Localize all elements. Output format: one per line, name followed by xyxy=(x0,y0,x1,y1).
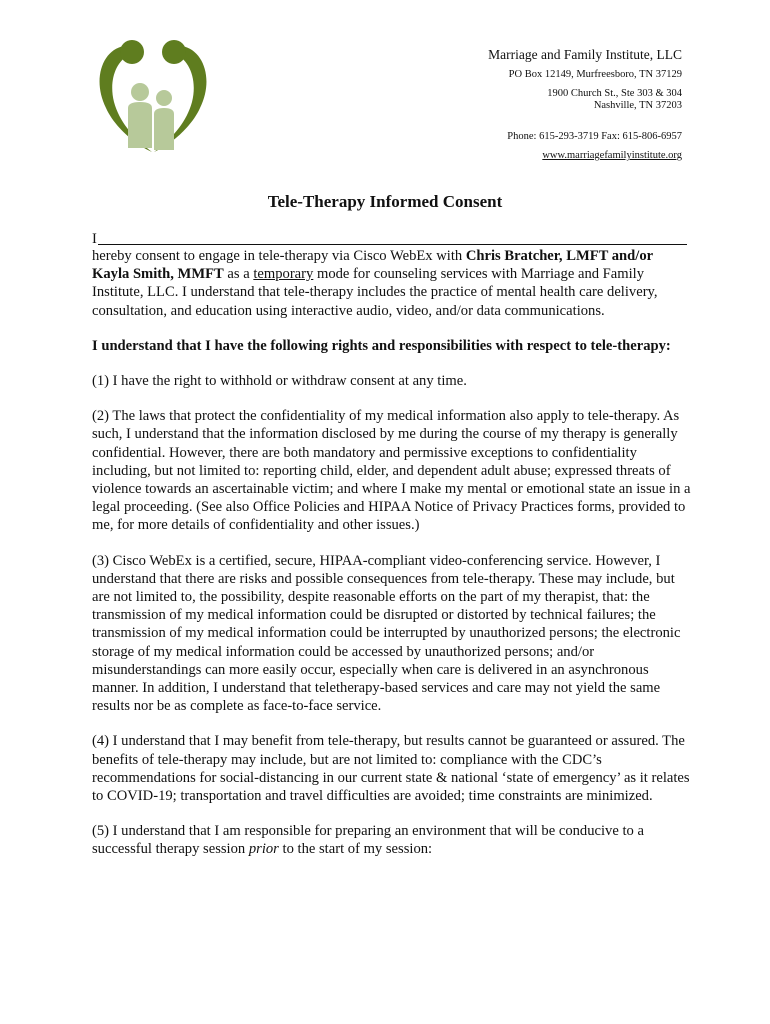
phone-fax: Phone: 615-293-3719 Fax: 615-806-6957 xyxy=(507,131,682,143)
prior-emphasis: prior xyxy=(248,841,279,858)
intro-paragraph: hereby consent to engage in tele-therapy via Cisco WebEx with Chris Bratcher, LMFT and/or Kayla Smith, MMFT as a temporary mode for counseling services with Marriage and Family Institute, LLC. I understand that tele-therapy includes the practice of mental health care delivery, consultation, and education using interactive audio, video, and/or data communications. xyxy=(92,248,658,319)
rights-heading: I understand that I have the following rights and responsibilities with respect to tele-therapy: xyxy=(92,337,671,354)
document-title: Tele-Therapy Informed Consent xyxy=(267,192,503,211)
item-1: (1) I have the right to withhold or withdraw consent at any time. xyxy=(92,373,467,390)
name-prefix: I xyxy=(92,231,97,247)
name-blank-line[interactable] xyxy=(98,230,687,245)
item-4: (4) I understand that I may benefit from tele-therapy, but results cannot be guaranteed or assured. The benefits of tele-therapy may include, but are not limited to: compliance with the CDC’s recommendations for social-distancing in our current state & national ‘state of emergency’ as it relates to COVID-19; transportation and travel difficulties are avoided; time constraints are minimized. xyxy=(92,733,690,805)
website-link[interactable]: www.marriagefamilyinstitute.org xyxy=(542,150,682,162)
street-address: 1900 Church St., Ste 303 & 304 xyxy=(547,88,682,100)
family-logo-icon xyxy=(94,36,212,158)
item-5: (5) I understand that I am responsible for preparing an environment that will be conducive to a successful therapy session prior to the start of my session: xyxy=(92,823,644,858)
logo-right-head xyxy=(162,40,186,64)
logo-child1-body xyxy=(128,102,152,148)
city-address: Nashville, TN 37203 xyxy=(593,100,682,112)
letterhead xyxy=(362,48,682,161)
item-2: (2) The laws that protect the confidentiality of my medical information also apply to tele-therapy. As such, I understand that the information disclosed by me during the course of my therapy is generally confidential. However, there are both mandatory and permissive exceptions to confidentiality including, but not limited to: reporting child, elder, and dependent adult abuse; expressed threats of violence towards an ascertainable victim; and where I make my mental or emotional state an issue in a legal proceeding. (See also Office Policies and HIPAA Notice of Privacy Practices forms, provided to me, for more details of confidentiality and other issues.) xyxy=(92,408,691,534)
logo-left-head xyxy=(120,40,144,64)
logo-child2-head xyxy=(156,90,172,106)
therapist-names: Chris Bratcher, LMFT and/or Kayla Smith, MMFT xyxy=(92,248,653,283)
logo-child2-body xyxy=(154,108,174,150)
name-field-row xyxy=(92,230,692,245)
temporary-word: temporary xyxy=(253,266,314,283)
item-3: (3) Cisco WebEx is a certified, secure, HIPAA-compliant video-conferencing service. However, I understand that there are risks and possible consequences from tele-therapy. These may include, but are not limited to, the possibility, despite reasonable efforts on the part of my therapist, that: the transmission of my medical information could be disrupted or distorted by technical failures; the transmission of my medical information could be interrupted by unauthorized persons; the electronic storage of my medical information could be accessed by unauthorized persons; and/or misunderstandings can more easily occur, especially when care is delivered in an asynchronous manner. In addition, I understand that teletherapy-based services and care may not yield the same results nor be as complete as face-to-face service. xyxy=(92,552,681,715)
po-box: PO Box 12149, Murfreesboro, TN 37129 xyxy=(508,69,682,81)
logo-child1-head xyxy=(131,83,149,101)
document-body xyxy=(92,230,692,876)
org-name: Marriage and Family Institute, LLC xyxy=(488,47,682,62)
